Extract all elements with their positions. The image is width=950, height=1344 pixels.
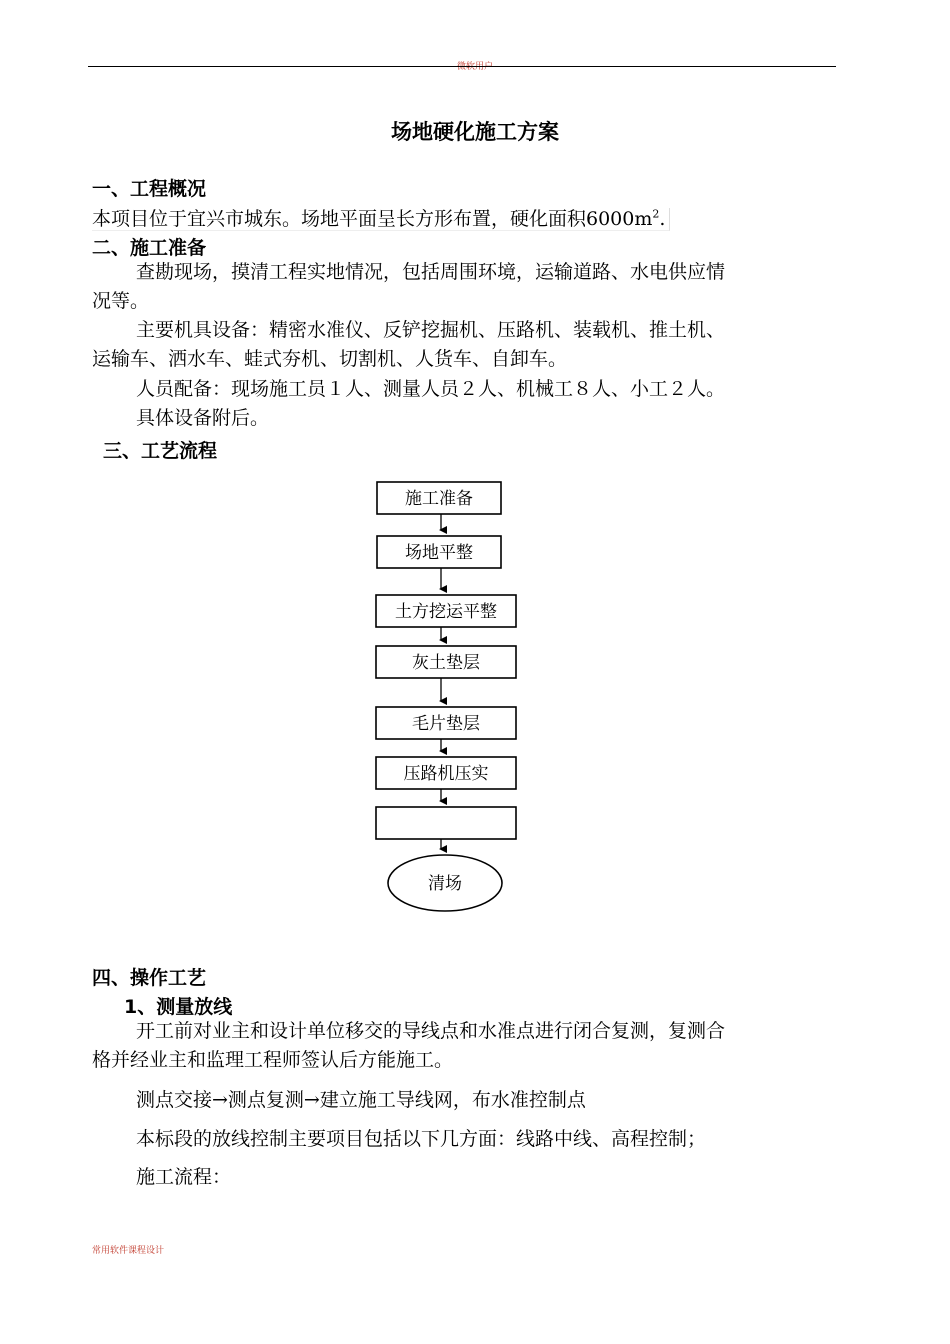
flow-step-1: 施工准备 (405, 489, 473, 509)
section-4-para1-line1: 开工前对业主和设计单位移交的导线点和水准点进行闭合复测，复测合 (136, 1020, 726, 1042)
document-title: 场地硬化施工方案 (391, 120, 559, 144)
section-3-heading: 三、工艺流程 (103, 440, 218, 462)
flow-step-3: 土方挖运平整 (395, 602, 497, 622)
section-4-heading: 四、操作工艺 (92, 967, 207, 989)
flow-step-2: 场地平整 (405, 543, 473, 563)
section-4-para4: 施工流程： (136, 1166, 232, 1188)
section-2-para2-line1: 主要机具设备：精密水准仪、反铲挖掘机、压路机、装载机、推土机、 (136, 319, 726, 341)
flow-step-5: 毛片垫层 (412, 714, 480, 734)
flow-step-8: 清场 (428, 874, 462, 894)
section-2-para2-line2: 运输车、洒水车、蛙式夯机、切割机、人货车、自卸车。 (92, 348, 568, 370)
area-unit-superscript: 2 (652, 208, 660, 221)
section-2-para4: 具体设备附后。 (136, 407, 270, 429)
header-watermark: 微软用户 (456, 62, 493, 72)
flow-step-6: 压路机压实 (403, 764, 489, 784)
section-4-para1-line2: 格并经业主和监理工程师签认后方能施工。 (92, 1049, 454, 1071)
section-2-para1-line2: 况等。 (92, 290, 150, 312)
footer-text: 常用软件课程设计 (92, 1246, 165, 1256)
section-2-heading: 二、施工准备 (92, 237, 207, 259)
section-4-subheading-1: 1、测量放线 (124, 996, 233, 1018)
section-2-para1-line1: 查勘现场，摸清工程实地情况，包括周围环境，运输道路、水电供应情 (136, 261, 726, 283)
flow-step-4: 灰土垫层 (412, 653, 480, 673)
section-4-para3: 本标段的放线控制主要项目包括以下几方面：线路中线、高程控制； (136, 1128, 707, 1150)
section-1-end: . (659, 208, 666, 231)
section-1-body: 本项目位于宜兴市城东。场地平面呈长方形布置，硬化面积6000m (92, 208, 653, 231)
section-2-para3: 人员配备：现场施工员１人、测量人员２人、机械工８人、小工２人。 (136, 378, 726, 400)
section-4-para2: 测点交接→测点复测→建立施工导线网，布水准控制点 (136, 1089, 586, 1111)
section-1-heading: 一、工程概况 (92, 178, 207, 200)
flow-box-7 (376, 807, 516, 839)
